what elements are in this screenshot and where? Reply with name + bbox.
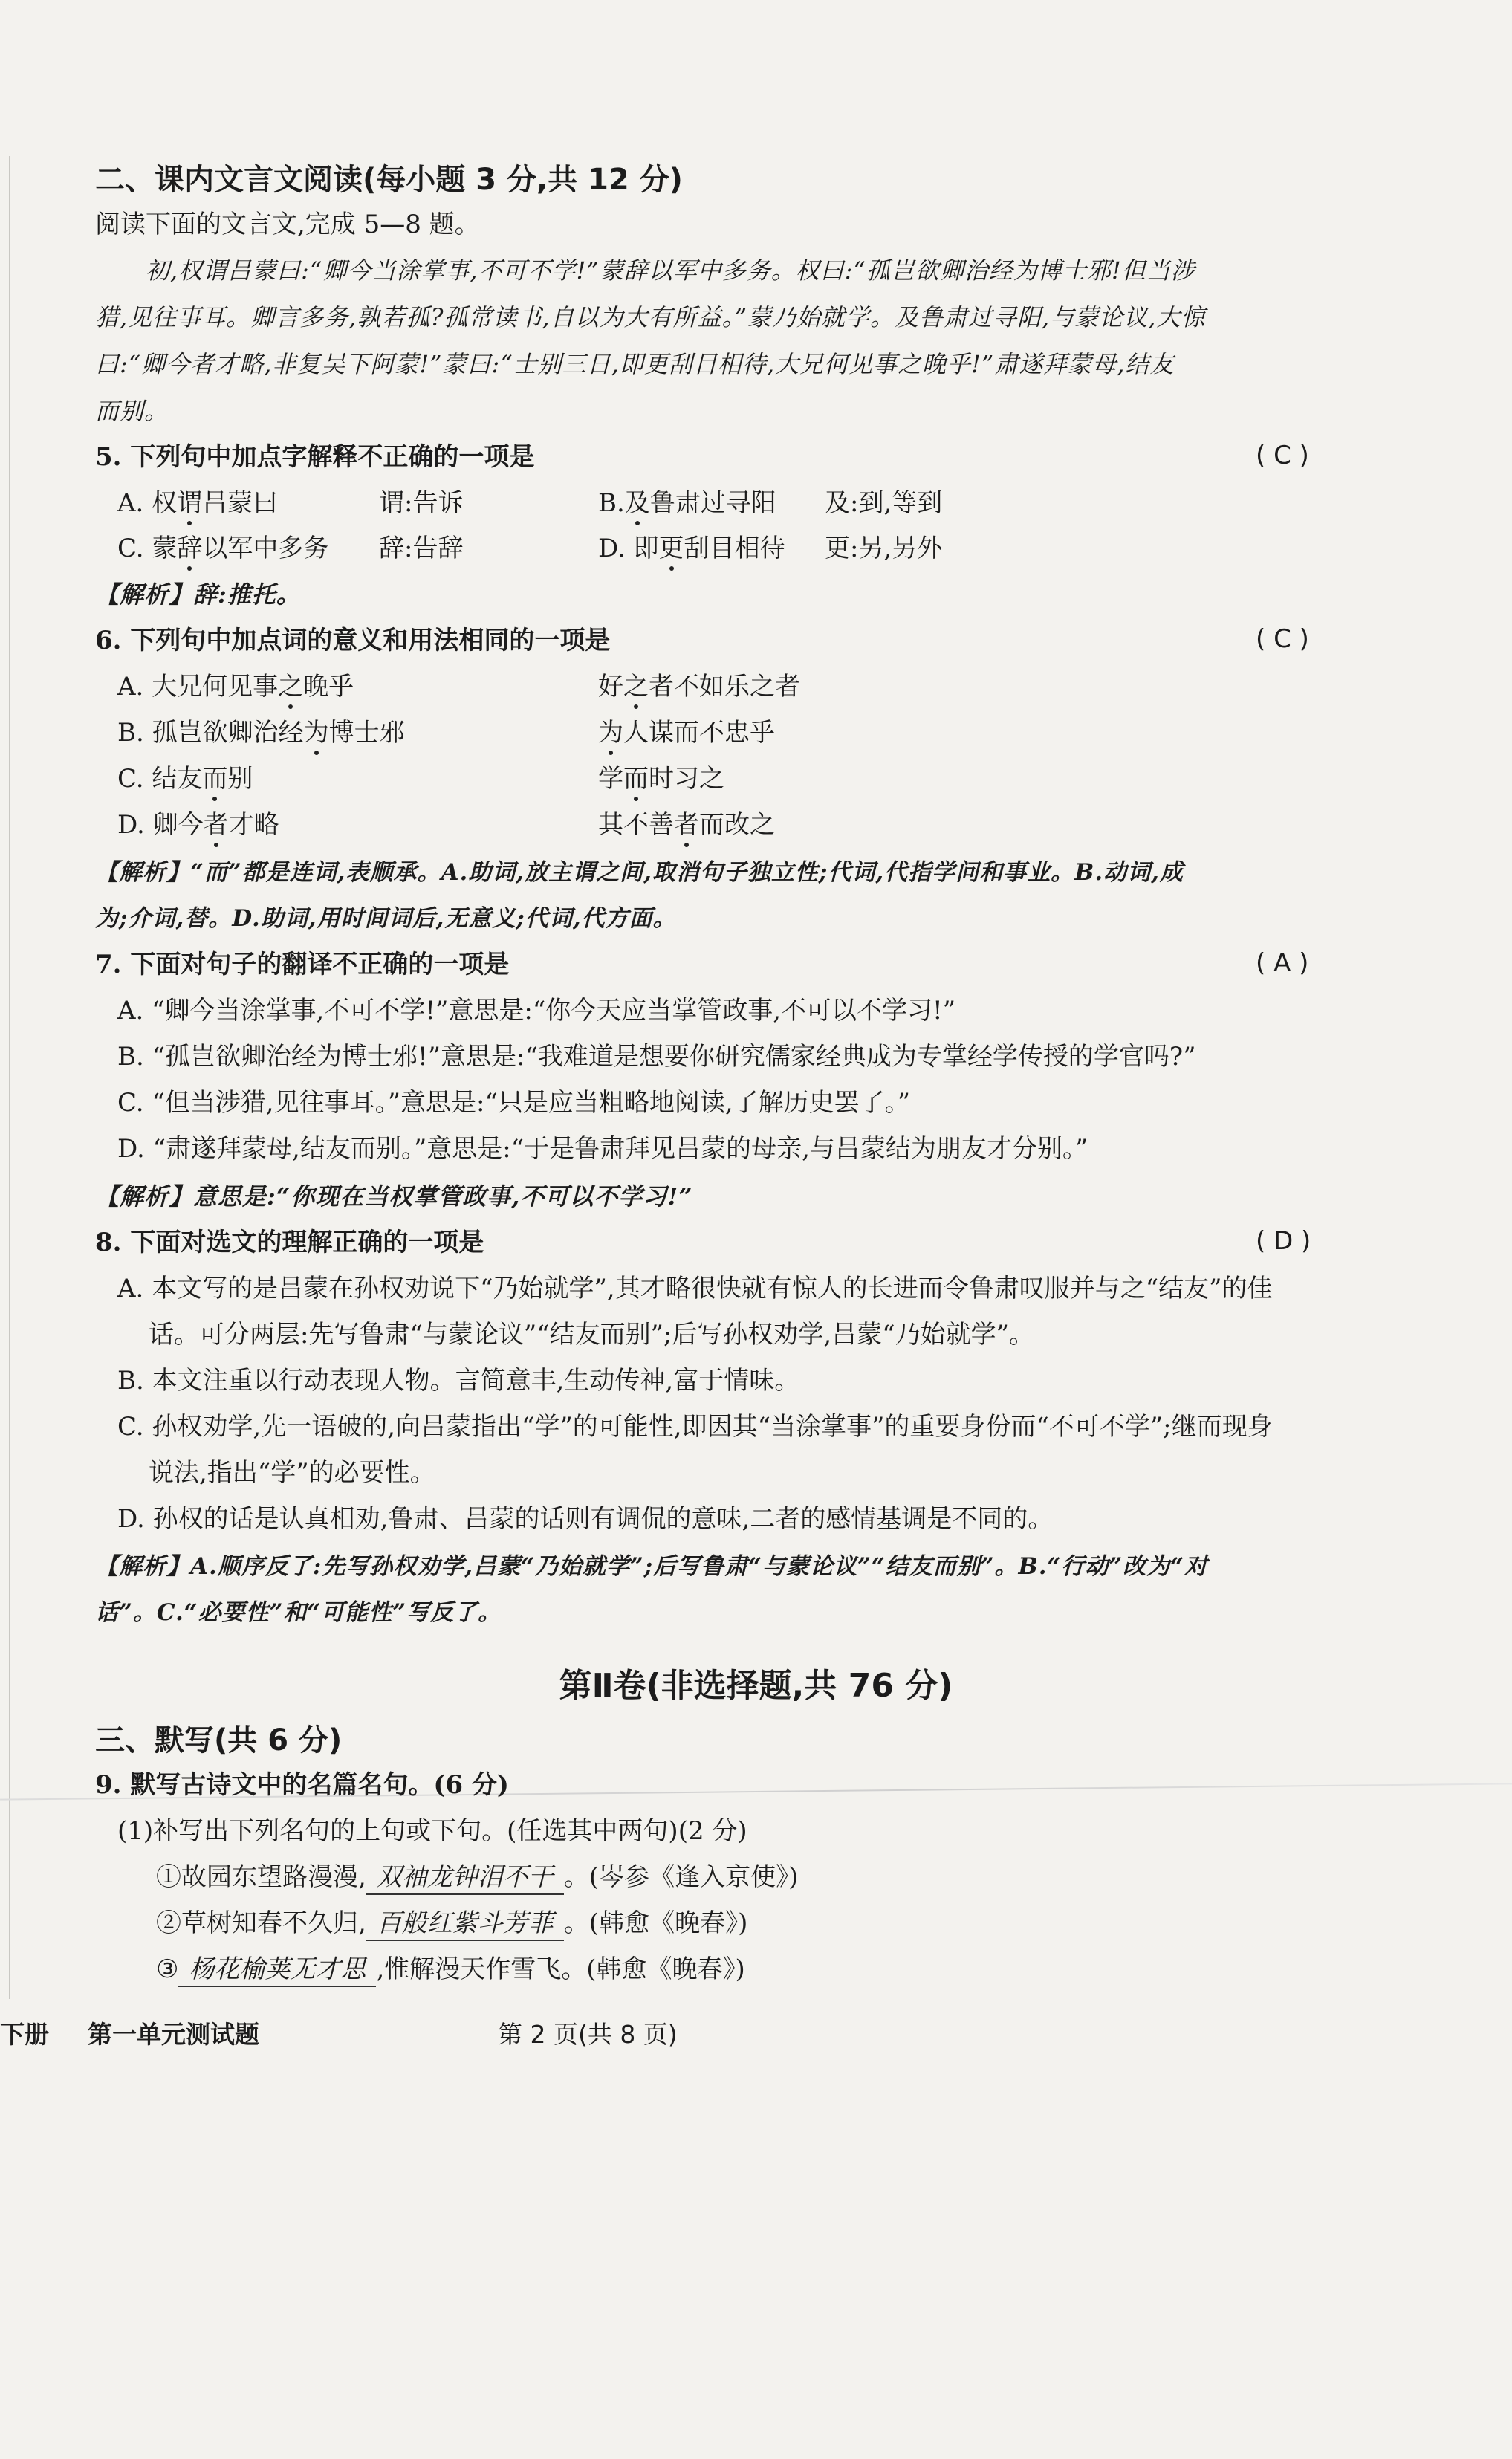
q5-option-d-gloss: 更:另,另外: [825, 534, 943, 563]
footer-page-number: 第 2 页(共 8 页): [498, 2020, 678, 2049]
q7-option-c: C. “但当涉猎,见往事耳。”意思是:“只是应当粗略地阅读,了解历史罢了。”: [117, 1088, 911, 1118]
q9-sub-1: (1)补写出下列名句的上句或下句。(任选其中两句)(2 分): [117, 1816, 747, 1846]
q9-item-2-answer: 百般红紫斗芳菲: [366, 1907, 564, 1941]
q6-option-a-left: A. 大兄何见事之晚乎: [117, 672, 354, 702]
q7-option-a: A. “卿今当涂掌事,不可不学!”意思是:“你今天应当掌管政事,不可以不学习!”: [117, 996, 956, 1026]
q5-option-d: D. 即更刮目相待: [598, 534, 785, 563]
q8-option-c-line-1: C. 孙权劝学,先一语破的,向吕蒙指出“学”的可能性,即因其“当涂掌事”的重要身份而“不可不学”;继而现身: [117, 1412, 1273, 1442]
q5-option-a: A. 权谓吕蒙曰: [117, 488, 279, 518]
q8-option-a-line-1: A. 本文写的是吕蒙在孙权劝说下“乃始就学”,其才略很快就有惊人的长进而令鲁肃叹服并与之“结友”的佳: [117, 1274, 1273, 1303]
q6-option-b-right: 为人谋而不忠乎: [598, 718, 775, 748]
q6-option-a-right: 好之者不如乐之者: [598, 672, 800, 702]
q8-stem: 8. 下面对选文的理解正确的一项是: [95, 1228, 484, 1257]
q8-option-c-line-2: 说法,指出“学”的必要性。: [149, 1458, 435, 1488]
q6-option-d-left: D. 卿今者才略: [117, 810, 279, 840]
section-3-title: 三、默写(共 6 分): [95, 1723, 343, 1757]
q7-answer: ( A ): [1256, 948, 1309, 978]
q8-option-b: B. 本文注重以行动表现人物。言简意丰,生动传神,富于情味。: [117, 1366, 800, 1396]
q7-analysis: 【解析】意思是:“你现在当权掌管政事,不可以不学习!”: [95, 1182, 693, 1211]
q6-option-b-left: B. 孤岂欲卿治经为博士邪: [117, 718, 405, 748]
section-2-title: 二、课内文言文阅读(每小题 3 分,共 12 分): [95, 163, 683, 197]
q5-option-a-gloss: 谓:告诉: [379, 488, 464, 518]
q5-option-c-gloss: 辞:告辞: [379, 534, 464, 563]
q5-analysis: 【解析】辞:推托。: [95, 580, 301, 609]
q6-stem: 6. 下列句中加点词的意义和用法相同的一项是: [95, 626, 611, 655]
passage-line-2: 猎,见往事耳。卿言多务,孰若孤?孤常读书,自以为大有所益。”蒙乃始就学。及鲁肃过寻阳,与蒙论议,大惊: [95, 303, 1206, 331]
passage-line-1: 初,权谓吕蒙曰:“卿今当涂掌事,不可不学!”蒙辞以军中多务。权曰:“孤岂欲卿治经为博士邪!但当涉: [146, 256, 1195, 285]
section-2-instruction: 阅读下面的文言文,完成 5—8 题。: [95, 210, 480, 239]
part-2-title: 第Ⅱ卷(非选择题,共 76 分): [559, 1667, 953, 1705]
q9-item-2: ②草树知春不久归, 百般红紫斗芳菲 。(韩愈《晚春》): [156, 1907, 747, 1941]
passage-line-4: 而别。: [95, 397, 169, 425]
q7-option-b: B. “孤岂欲卿治经为博士邪!”意思是:“我难道是想要你研究儒家经典成为专掌经学传授的学官吗?”: [117, 1042, 1196, 1072]
q5-answer: ( C ): [1256, 441, 1309, 470]
q8-answer: ( D ): [1256, 1226, 1311, 1256]
footer-volume: 下册: [0, 2020, 49, 2049]
q5-stem: 5. 下列句中加点字解释不正确的一项是: [95, 442, 535, 472]
q9-item-1: ①故园东望路漫漫, 双袖龙钟泪不干 。(岑参《逢入京使》): [156, 1861, 798, 1895]
q9-item-3-answer: 杨花榆荚无才思: [178, 1953, 376, 1987]
q8-analysis-line-2: 话”。C.“必要性”和“可能性”写反了。: [95, 1599, 502, 1626]
q8-option-d: D. 孙权的话是认真相劝,鲁肃、吕蒙的话则有调侃的意味,二者的感情基调是不同的。: [117, 1504, 1054, 1534]
page-edge-line: [9, 156, 10, 1999]
q7-stem: 7. 下面对句子的翻译不正确的一项是: [95, 950, 510, 979]
q6-option-c-right: 学而时习之: [598, 764, 724, 794]
q8-analysis-line-1: 【解析】A.顺序反了:先写孙权劝学,吕蒙“乃始就学”;后写鲁肃“与蒙论议”“结友而别”。B.“行动”改为“对: [95, 1553, 1208, 1580]
q6-analysis-line-1: 【解析】“而”都是连词,表顺承。A.助词,放主谓之间,取消句子独立性;代词,代指学问和事业。B.动词,成: [95, 859, 1184, 886]
q6-option-d-right: 其不善者而改之: [598, 810, 775, 840]
q6-option-c-left: C. 结友而别: [117, 764, 253, 794]
q9-stem: 9. 默写古诗文中的名篇名句。(6 分): [95, 1770, 509, 1800]
passage-line-3: 曰:“卿今者才略,非复吴下阿蒙!”蒙曰:“士别三日,即更刮目相待,大兄何见事之晚乎!”肃遂拜蒙母,结友: [95, 350, 1175, 378]
q7-option-d: D. “肃遂拜蒙母,结友而别。”意思是:“于是鲁肃拜见吕蒙的母亲,与吕蒙结为朋友才分别。”: [117, 1134, 1088, 1164]
q8-option-a-line-2: 话。可分两层:先写鲁肃“与蒙论议”“结友而别”;后写孙权劝学,吕蒙“乃始就学”。: [149, 1320, 1035, 1350]
q5-option-b: B.及鲁肃过寻阳: [598, 488, 776, 518]
q5-option-b-gloss: 及:到,等到: [825, 488, 943, 518]
q5-option-c: C. 蒙辞以军中多务: [117, 534, 329, 563]
q6-answer: ( C ): [1256, 624, 1309, 654]
q9-item-3: ③ 杨花榆荚无才思 ,惟解漫天作雪飞。(韩愈《晚春》): [156, 1953, 745, 1987]
footer-unit-title: 第一单元测试题: [88, 2020, 259, 2049]
q6-analysis-line-2: 为;介词,替。D.助词,用时间词后,无意义;代词,代方面。: [95, 905, 677, 932]
q9-item-1-answer: 双袖龙钟泪不干: [366, 1861, 564, 1895]
